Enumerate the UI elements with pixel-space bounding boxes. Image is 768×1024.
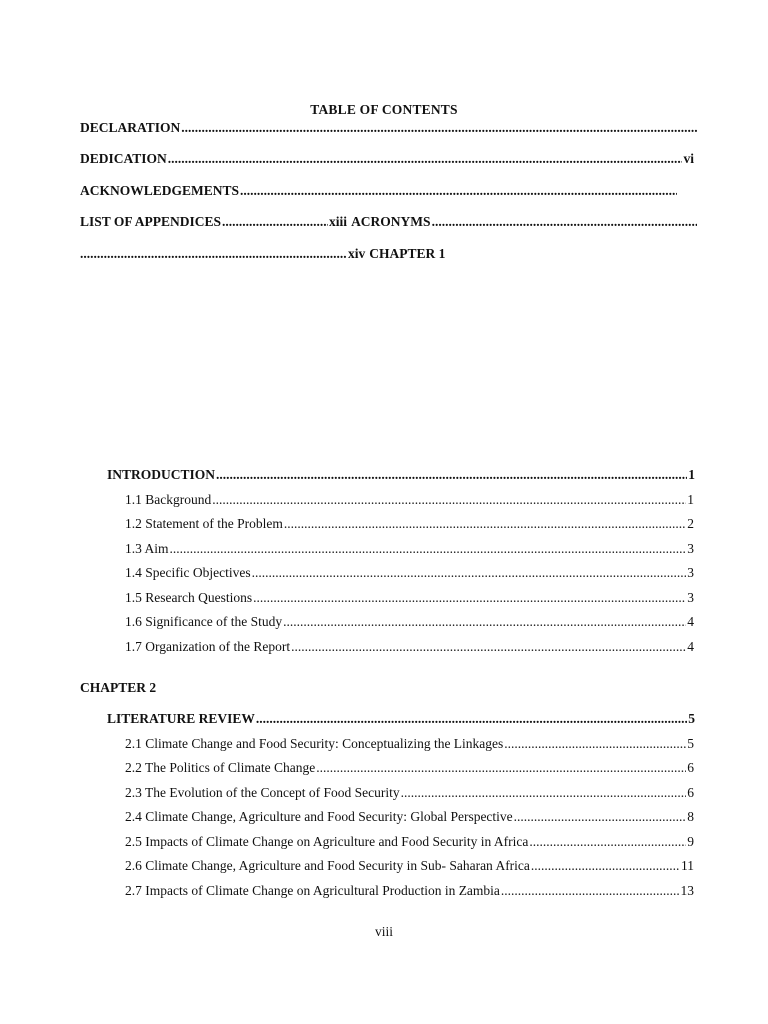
dot-leader: [216, 467, 687, 483]
toc-entry-page: 4: [687, 639, 694, 654]
dot-leader: [283, 614, 686, 630]
toc-entry-page: xiii: [329, 214, 348, 229]
toc-entry-page: 9: [687, 834, 694, 849]
toc-entry-label: 1.4 Specific Objectives: [125, 565, 251, 580]
toc-entry-label: 2.2 The Politics of Climate Change: [125, 760, 316, 775]
dot-leader: [531, 858, 680, 874]
dot-leader: [170, 541, 687, 557]
toc-entry-label: DECLARATION: [80, 120, 181, 135]
toc-entry-label: 2.3 The Evolution of the Concept of Food Security: [125, 785, 400, 800]
toc-entry-page: xiv: [348, 246, 366, 261]
toc-entry-appendices-acronyms[interactable]: [80, 214, 698, 234]
page-number: viii: [374, 924, 393, 939]
toc-entry-label: LIST OF APPENDICES: [80, 214, 222, 229]
toc-entry-label: 2.5 Impacts of Climate Change on Agriculture and Food Security in Africa: [125, 834, 529, 849]
toc-entry-label: 1.5 Research Questions: [125, 590, 253, 605]
toc-entry-page: 2: [687, 516, 694, 531]
chapter-2-label: CHAPTER 2: [80, 680, 157, 695]
dot-leader: [80, 246, 347, 262]
toc-entry-page: 4: [687, 614, 694, 629]
toc-section[interactable]: [125, 590, 694, 610]
toc-entry-label: 2.7 Impacts of Climate Change on Agricultural Production in Zambia: [125, 883, 500, 898]
toc-entry-dedication[interactable]: [80, 151, 694, 171]
toc-entry-label: 2.4 Climate Change, Agriculture and Food Security: Global Perspective: [125, 809, 513, 824]
toc-entry-page: 3: [687, 541, 694, 556]
dot-leader: [256, 711, 687, 727]
toc-entry-label: DEDICATION: [80, 151, 167, 166]
toc-entry-acknowledgements[interactable]: [80, 183, 678, 203]
toc-entry-label: INTRODUCTION: [107, 467, 216, 482]
dot-leader: [168, 151, 683, 167]
toc-entry-label: 2.1 Climate Change and Food Security: Conceptualizing the Linkages: [125, 736, 504, 751]
toc-entry-label: 2.6 Climate Change, Agriculture and Food Security in Sub- Saharan Africa: [125, 858, 530, 873]
toc-section[interactable]: [125, 614, 694, 634]
dot-leader: [284, 516, 686, 532]
dot-leader: [222, 214, 328, 230]
toc-section[interactable]: [125, 834, 694, 854]
toc-section[interactable]: [125, 736, 694, 756]
dot-leader: [240, 183, 677, 199]
toc-entry-label: 1.1 Background: [125, 492, 212, 507]
dot-leader: [316, 760, 686, 776]
dot-leader: [504, 736, 686, 752]
toc-entry-label: 1.7 Organization of the Report: [125, 639, 291, 654]
toc-entry-page: vi: [683, 151, 694, 166]
toc-section[interactable]: [125, 785, 694, 805]
dot-leader: [212, 492, 686, 508]
toc-title: TABLE OF CONTENTS: [310, 102, 458, 117]
toc-section[interactable]: [125, 883, 694, 903]
toc-entry-label: 1.6 Significance of the Study: [125, 614, 283, 629]
chapter-1-label: CHAPTER 1: [369, 246, 446, 261]
dot-leader: [181, 120, 697, 136]
toc-section[interactable]: [125, 760, 694, 780]
dot-leader: [253, 590, 686, 606]
toc-entry-declaration[interactable]: [80, 120, 698, 140]
toc-heading-literature-review[interactable]: [107, 711, 695, 731]
toc-entry-page: 6: [687, 760, 694, 775]
toc-section[interactable]: [125, 809, 694, 829]
dot-leader: [252, 565, 687, 581]
toc-entry-page: 5: [688, 711, 695, 726]
toc-entry-page: 1: [688, 467, 695, 482]
toc-entry-page: 11: [681, 858, 694, 873]
toc-entry-page: 1: [687, 492, 694, 507]
toc-section[interactable]: [125, 541, 694, 561]
toc-entry-page: 3: [687, 565, 694, 580]
dot-leader: [514, 809, 687, 825]
dot-leader: [501, 883, 680, 899]
dot-leader: [432, 214, 697, 230]
toc-heading-introduction[interactable]: [107, 467, 695, 487]
toc-entry-page: 8: [687, 809, 694, 824]
toc-entry-page: 3: [687, 590, 694, 605]
toc-entry-label: 1.2 Statement of the Problem: [125, 516, 283, 531]
toc-entry-page: 6: [687, 785, 694, 800]
toc-entry-label: 1.3 Aim: [125, 541, 169, 556]
toc-section[interactable]: [125, 516, 694, 536]
toc-entry-label: LITERATURE REVIEW: [107, 711, 255, 726]
dot-leader: [529, 834, 686, 850]
toc-entry-label: ACKNOWLEDGEMENTS: [80, 183, 240, 198]
dot-leader: [291, 639, 686, 655]
toc-section[interactable]: [125, 858, 694, 878]
toc-section[interactable]: [125, 639, 694, 659]
toc-section[interactable]: [125, 565, 694, 585]
toc-entry-page: 13: [680, 883, 694, 898]
toc-entry-label: ACRONYMS: [351, 214, 431, 229]
dot-leader: [401, 785, 687, 801]
toc-section[interactable]: [125, 492, 694, 512]
toc-entry-page: 5: [687, 736, 694, 751]
toc-entry-acronyms-continued[interactable]: [80, 246, 540, 266]
